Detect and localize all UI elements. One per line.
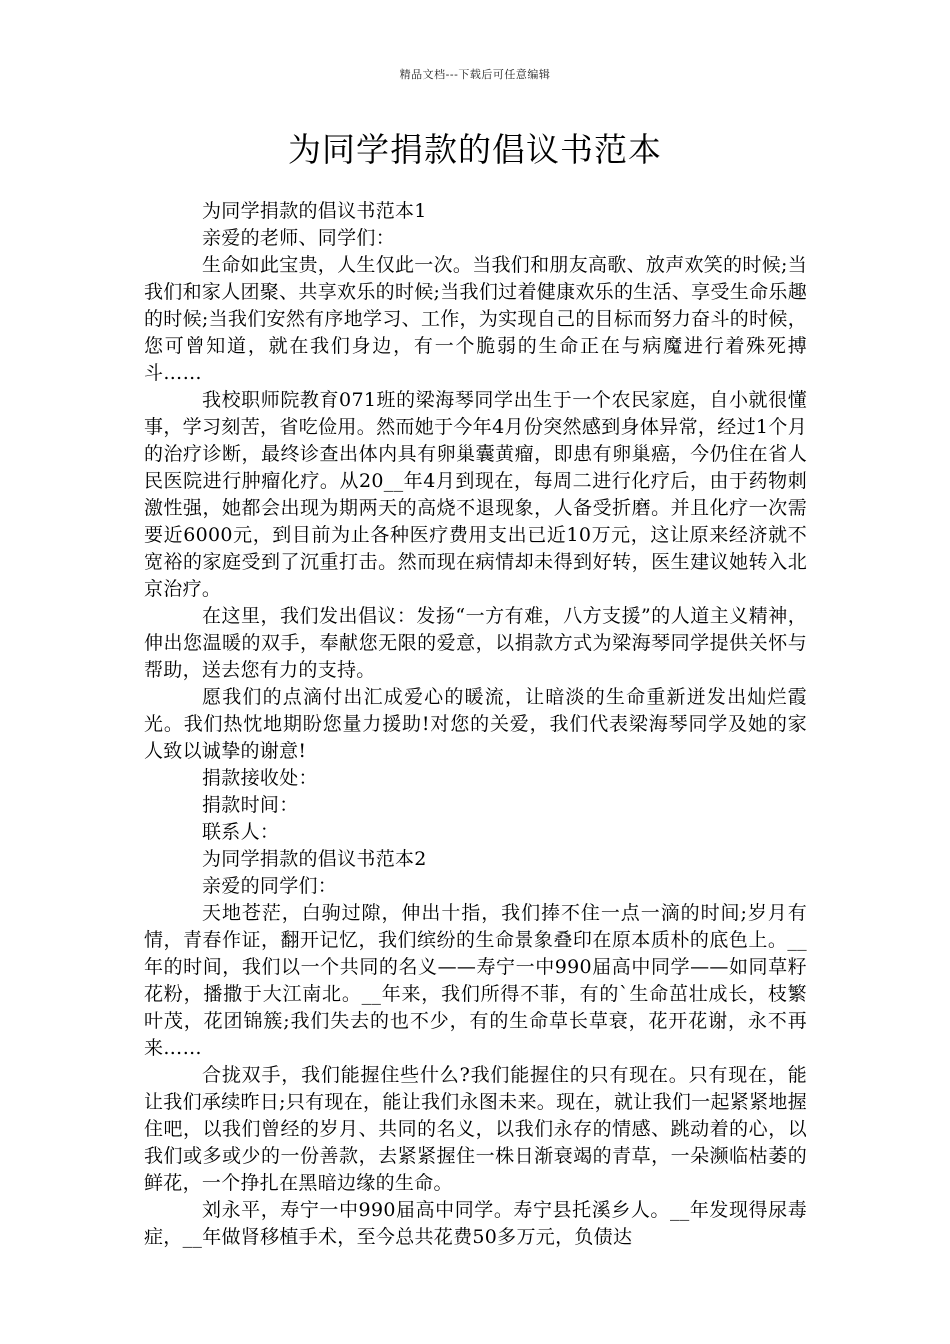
- header-note: 精品文档---下载后可任意编辑: [399, 68, 551, 81]
- body-paragraph: 生命如此宝贵，人生仅此一次。当我们和朋友高歌、放声欢笑的时候;当我们和家人团聚、共享欢乐的时候;当我们过着健康欢乐的生活、享受生命乐趣的时候;当我们安然有序地学习、工作，为实现自己的目标而努力奋斗的时候，您可曾知道，就在我们身边，有一个脆弱的生命正在与病魔进行着殊死搏斗……: [144, 254, 808, 384]
- document-body: [144, 198, 807, 1251]
- body-paragraph: 天地苍茫，白驹过隙，伸出十指，我们捧不住一点一滴的时间;岁月有情，青春作证，翻开记忆，我们缤纷的生命景象叠印在原本质朴的底色上。__年的时间，我们以一个共同的名义——寿宁一中990届高中同学——如同草籽花粉，播撒于大江南北。__年来，我们所得不菲，有的`生命茁壮成长，枝繁叶茂，花团锦簇;我们失去的也不少，有的生命草长草衰，花开花谢，永不再来……: [144, 902, 807, 1059]
- body-paragraph: 刘永平，寿宁一中990届高中同学。寿宁县托溪乡人。__年发现得尿毒症，__年做肾移植手术，至今总共花费50多万元，负债达: [144, 1199, 807, 1248]
- donation-location-label: 捐款接收处：: [202, 767, 318, 789]
- section-heading-2: 为同学捐款的倡议书范本2: [202, 848, 427, 870]
- body-paragraph: 在这里，我们发出倡议：发扬“一方有难，八方支援”的人道主义精神，伸出您温暖的双手，奉献您无限的爱意，以捐款方式为梁海琴同学提供关怀与帮助，送去您有力的支持。: [144, 605, 807, 681]
- body-paragraph: 愿我们的点滴付出汇成爱心的暖流，让暗淡的生命重新迸发出灿烂霞光。我们热忱地期盼您量力援助!对您的关爱，我们代表梁海琴同学及她的家人致以诚挚的谢意!: [144, 686, 807, 762]
- document-title: 为同学捐款的倡议书范本: [288, 130, 662, 169]
- body-paragraph: 合拢双手，我们能握住些什么?我们能握住的只有现在。只有现在，能让我们承续昨日;只有现在，能让我们永图未来。现在，就让我们一起紧紧地握住吧，以我们曾经的岁月、共同的名义，以我们永存的情感、跳动着的心，以我们或多或少的一份善款，去紧紧握住一株日渐衰竭的青草，一朵濒临枯萎的鲜花，一个挣扎在黑暗边缘的生命。: [144, 1064, 807, 1194]
- contact-label: 联系人：: [202, 821, 280, 843]
- salutation-1: 亲爱的老师、同学们：: [202, 227, 396, 249]
- salutation-2: 亲爱的同学们：: [202, 875, 338, 897]
- donation-time-label: 捐款时间：: [202, 794, 299, 816]
- section-heading-1: 为同学捐款的倡议书范本1: [202, 200, 427, 222]
- body-paragraph: 我校职师院教育071班的梁海琴同学出生于一个农民家庭，自小就很懂事，学习刻苦，省吃俭用。然而她于今年4月份突然感到身体异常，经过1个月的治疗诊断，最终诊查出体内具有卵巢囊黄瘤，即患有卵巢癌，今仍住在省人民医院进行肿瘤化疗。从20__年4月到现在，每周二进行化疗后，由于药物刺激性强，她都会出现为期两天的高烧不退现象，人备受折磨。并且化疗一次需要近6000元，到目前为止各种医疗费用支出已近10万元，这让原来经济就不宽裕的家庭受到了沉重打击。然而现在病情却未得到好转，医生建议她转入北京治疗。: [144, 389, 807, 600]
